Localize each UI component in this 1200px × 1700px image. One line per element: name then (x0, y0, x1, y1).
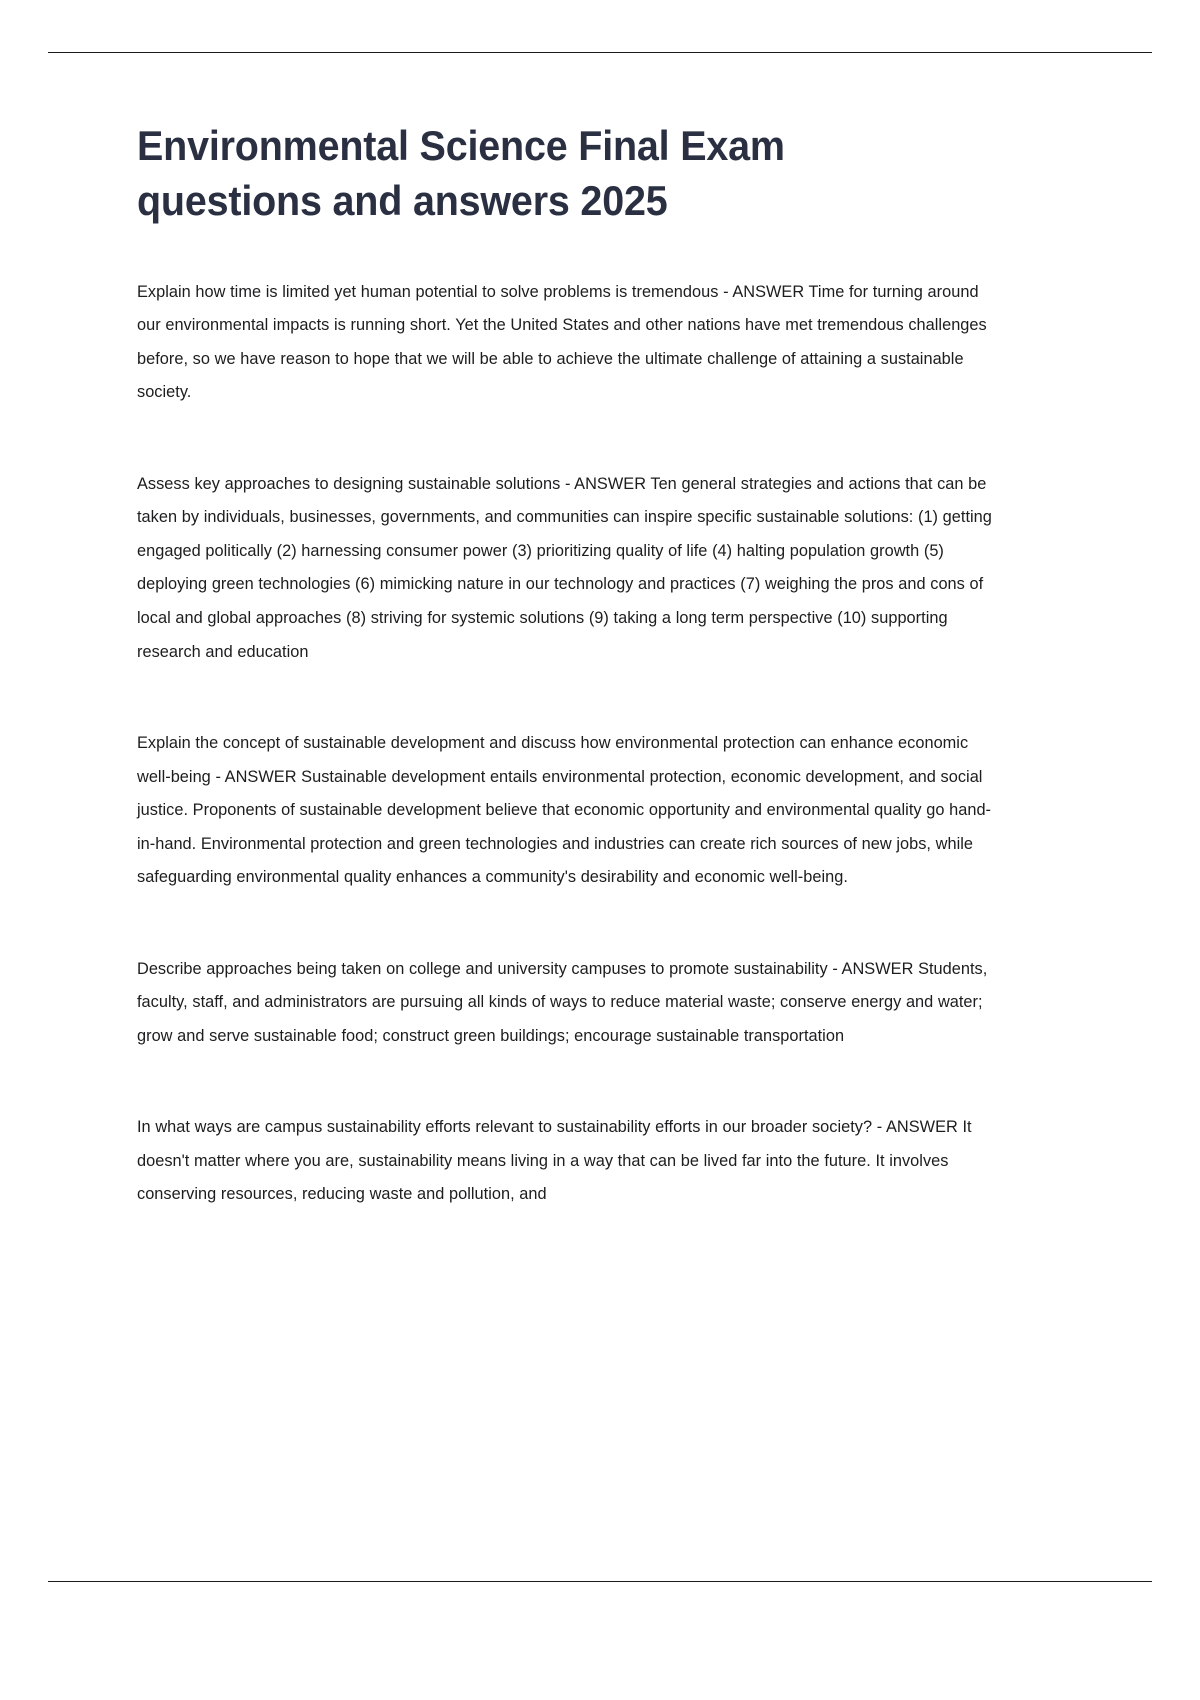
body-paragraph-3: Explain the concept of sustainable development and discuss how environmental protection can enhance economic well-being - ANSWER Sustainable development entails environmental protection, economic development, and social justice. Proponents of sustainable development believe that economic opportunity and environmental quality go hand-in-hand. Environmental protection and green technologies and industries can create rich sources of new jobs, while safeguarding environmental quality enhances a community's desirability and economic well-being. (137, 733, 992, 887)
document-content (137, 118, 1007, 1211)
body-paragraph-1: Explain how time is limited yet human potential to solve problems is tremendous - ANSWER Time for turning around our environmental impacts is running short. Yet the United States and other nations have met tremendous challenges before, so we have reason to hope that we will be able to achieve the ultimate challenge of attaining a sustainable society. (137, 281, 987, 402)
body-paragraph-2: Assess key approaches to designing sustainable solutions - ANSWER Ten general strategies and actions that can be taken by individuals, businesses, governments, and communities can inspire specific sustainable solutions: (1) getting engaged politically (2) harnessing consumer power (3) prioritizing quality of life (4) halting population growth (5) deploying green technologies (6) mimicking nature in our technology and practices (7) weighing the pros and cons of local and global approaches (8) striving for systemic solutions (9) taking a long term perspective (10) supporting research and education (137, 473, 992, 661)
page-top-rule (48, 52, 1152, 53)
page-title-line-2: questions and answers 2025 (137, 177, 668, 225)
body-paragraph-4: Describe approaches being taken on college and university campuses to promote sustainability - ANSWER Students, faculty, staff, and administrators are pursuing all kinds of ways to reduce material waste; conserve energy and water; grow and serve sustainable food; construct green buildings; encourage sustainable transportation (137, 958, 988, 1045)
page-bottom-rule (48, 1581, 1152, 1582)
body-paragraph-5: In what ways are campus sustainability efforts relevant to sustainability efforts in our broader society? - ANSWER It doesn't matter where you are, sustainability means living in a way that can be lived far into the future. It involves conserving resources, reducing waste and pollution, and (137, 1117, 972, 1204)
page-title (137, 118, 851, 229)
page-title-line-1: Environmental Science Final Exam (137, 122, 785, 169)
